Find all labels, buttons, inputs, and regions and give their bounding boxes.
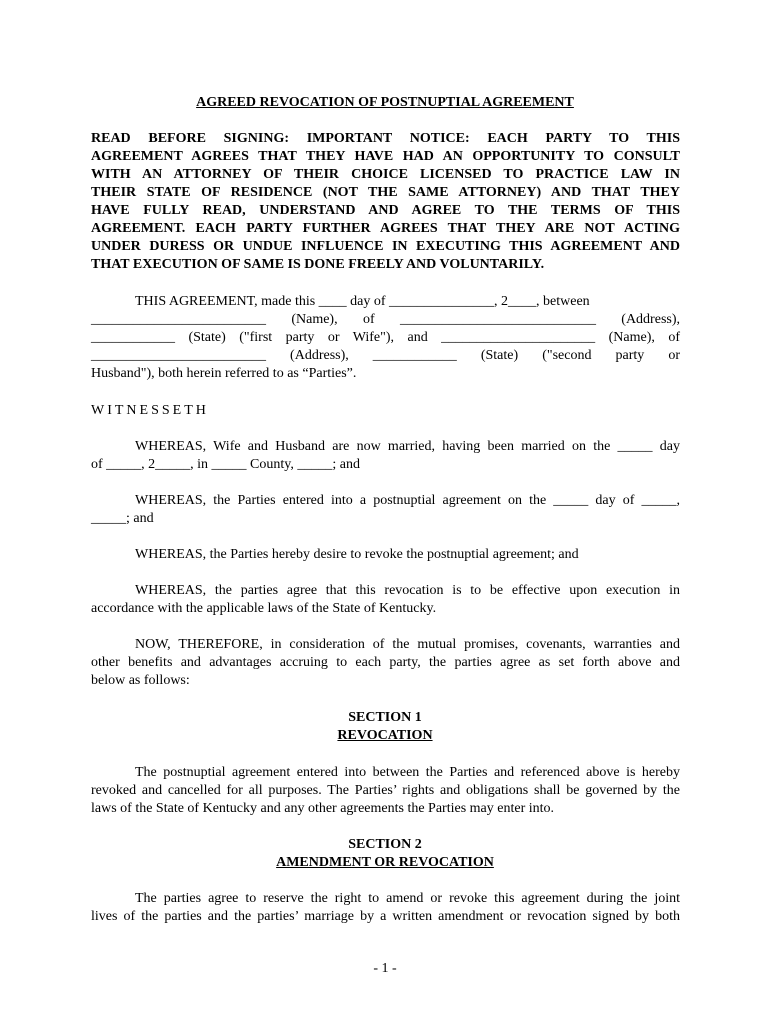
- paragraph-line: accordance with the applicable laws of the State of Kentucky.: [91, 601, 437, 616]
- paragraph-line: WHEREAS, the Parties hereby desire to revoke the postnuptial agreement; and: [135, 547, 579, 562]
- page-number: - 1 -: [373, 961, 397, 976]
- notice-line: THAT EXECUTION OF SAME IS DONE FREELY AND VOLUNTARILY.: [91, 257, 545, 272]
- now-therefore-paragraph: [91, 636, 680, 690]
- section-title: REVOCATION: [337, 728, 433, 743]
- paragraph-line: _________________________ (Address), ____________ (State) ("second party or: [91, 348, 680, 363]
- paragraph-line: other benefits and advantages accruing to each party, the parties agree as set forth above and: [91, 655, 680, 670]
- paragraph-line: _____; and: [91, 511, 154, 526]
- paragraph-line: WHEREAS, the parties agree that this revocation is to be effective upon execution in: [135, 583, 680, 598]
- section-number: SECTION 1: [348, 710, 422, 725]
- paragraph-line: lives of the parties and the parties’ marriage by a written amendment or revocation signed by both: [91, 909, 680, 924]
- notice-line: THEIR STATE OF RESIDENCE (NOT THE SAME ATTORNEY) AND THAT THEY: [91, 185, 680, 200]
- notice-line: READ BEFORE SIGNING: IMPORTANT NOTICE: EACH PARTY TO THIS: [91, 131, 680, 146]
- paragraph-line: laws of the State of Kentucky and any other agreements the Parties may enter into.: [91, 801, 555, 816]
- section-2-body: [91, 890, 680, 926]
- paragraph-line: _________________________ (Name), of ____________________________ (Address),: [91, 312, 680, 327]
- paragraph-line: The postnuptial agreement entered into between the Parties and referenced above is hereby: [135, 765, 680, 780]
- section-1-heading: [0, 709, 770, 745]
- agreement-parties-paragraph: [91, 293, 680, 383]
- paragraph-line: The parties agree to reserve the right to amend or revoke this agreement during the joint: [135, 891, 680, 906]
- section-title: AMENDMENT OR REVOCATION: [276, 855, 494, 870]
- whereas-effective-paragraph: [91, 582, 680, 618]
- document-title: AGREED REVOCATION OF POSTNUPTIAL AGREEMENT: [196, 95, 574, 110]
- paragraph-line: ____________ (State) ("first party or Wife"), and ______________________ (Name), of: [91, 330, 680, 345]
- notice-line: HAVE FULLY READ, UNDERSTAND AND AGREE TO THE TERMS OF THIS: [91, 203, 680, 218]
- notice-line: WITH AN ATTORNEY OF THEIR CHOICE LICENSED TO PRACTICE LAW IN: [91, 167, 680, 182]
- paragraph-line: below as follows:: [91, 673, 190, 688]
- important-notice: [91, 130, 680, 274]
- notice-line: AGREEMENT. EACH PARTY FURTHER AGREES THAT THEY ARE NOT ACTING: [91, 221, 680, 236]
- paragraph-line: THIS AGREEMENT, made this ____ day of _______________, 2____, between: [135, 294, 590, 309]
- paragraph-line: WHEREAS, Wife and Husband are now married, having been married on the _____ day: [135, 439, 680, 454]
- paragraph-line: NOW, THEREFORE, in consideration of the mutual promises, covenants, warranties and: [135, 637, 680, 652]
- paragraph-line: revoked and cancelled for all purposes. The Parties’ rights and obligations shall be governed by the: [91, 783, 680, 798]
- section-number: SECTION 2: [348, 837, 422, 852]
- notice-line: AGREEMENT AGREES THAT THEY HAVE HAD AN OPPORTUNITY TO CONSULT: [91, 149, 680, 164]
- paragraph-line: WHEREAS, the Parties entered into a postnuptial agreement on the _____ day of _____,: [135, 493, 680, 508]
- whereas-prior-agreement-paragraph: [91, 492, 680, 528]
- witnesseth-heading: WITNESSETH: [91, 403, 209, 418]
- section-1-body: [91, 764, 680, 818]
- paragraph-line: of _____, 2_____, in _____ County, _____; and: [91, 457, 360, 472]
- whereas-revoke-paragraph: [91, 546, 680, 564]
- section-2-heading: [0, 836, 770, 872]
- notice-line: UNDER DURESS OR UNDUE INFLUENCE IN EXECUTING THIS AGREEMENT AND: [91, 239, 680, 254]
- whereas-marriage-paragraph: [91, 438, 680, 474]
- paragraph-line: Husband"), both herein referred to as “Parties”.: [91, 366, 357, 381]
